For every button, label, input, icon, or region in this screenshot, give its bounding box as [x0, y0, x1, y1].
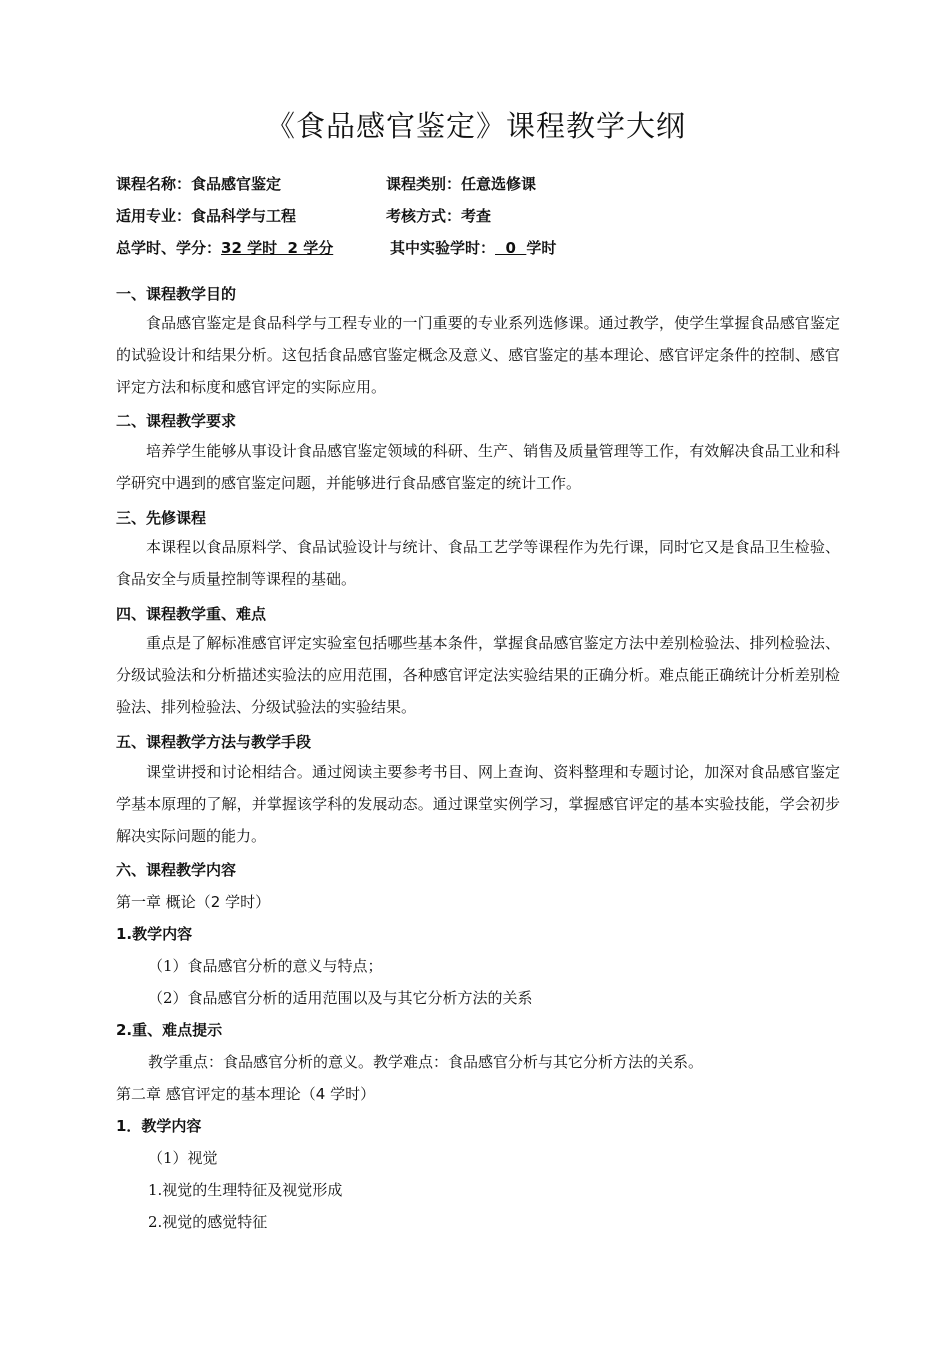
- chapter-2-item-3: 2.视觉的感觉特征: [148, 1213, 268, 1231]
- section-5-text: 课堂讲授和讨论相结合。通过阅读主要参考书目、网上查询、资料整理和专题讨论，加深对食品感官鉴定学基本原理的了解，并掌握该学科的发展动态。通过课堂实例学习，掌握感官评定的基本实验技能，学会初步解决实际问题的能力。: [116, 763, 840, 845]
- assessment-value: 考查: [461, 207, 492, 225]
- lab-hours-unit: 学时: [526, 239, 557, 257]
- meta-assessment: [386, 205, 491, 226]
- section-4-text: 重点是了解标准感官评定实验室包括哪些基本条件，掌握食品感官鉴定方法中差别检验法、排列检验法、分级试验法和分析描述实验法的应用范围，各种感官评定法实验结果的正确分析。难点能正确统计分析差别检验法、排列检验法、分级试验法的实验结果。: [116, 634, 840, 716]
- hours-value: 32 学时 2 学分: [221, 239, 334, 257]
- course-name-label: 课程名称：: [116, 175, 192, 193]
- section-1-text: 食品感官鉴定是食品科学与工程专业的一门重要的专业系列选修课。通过教学，使学生掌握食品感官鉴定的试验设计和结果分析。这包括食品感官鉴定概念及意义、感官鉴定的基本理论、感官评定条件的控制、感官评定方法和标度和感官评定的实际应用。: [116, 314, 840, 396]
- major-value: 食品科学与工程: [191, 207, 297, 225]
- document-title: 《食品感官鉴定》课程教学大纲: [265, 109, 686, 143]
- course-type-value: 任意选修课: [461, 175, 537, 193]
- hours-label: 总学时、学分：: [116, 239, 222, 257]
- section-6-heading: 六、课程教学内容: [116, 861, 237, 879]
- section-2-text: 培养学生能够从事设计食品感官鉴定领域的科研、生产、销售及质量管理等工作，有效解决食品工业和科学研究中遇到的感官鉴定问题，并能够进行食品感官鉴定的统计工作。: [116, 442, 840, 492]
- lab-hours-value: 0: [495, 239, 527, 257]
- chapter-1-content-heading: 1.教学内容: [116, 925, 193, 943]
- course-type-label: 课程类别：: [386, 175, 462, 193]
- section-3-text: 本课程以食品原料学、食品试验设计与统计、食品工艺学等课程作为先行课，同时它又是食品卫生检验、食品安全与质量控制等课程的基础。: [116, 538, 840, 588]
- meta-row-1: [116, 173, 281, 194]
- chapter-2-title: 第二章 感官评定的基本理论（4 学时）: [116, 1085, 376, 1103]
- major-label: 适用专业：: [116, 207, 192, 225]
- section-1-heading: 一、课程教学目的: [116, 285, 237, 303]
- section-2-heading: 二、课程教学要求: [116, 412, 237, 430]
- chapter-1-key-heading: 2.重、难点提示: [116, 1021, 223, 1039]
- section-3-heading: 三、先修课程: [116, 509, 207, 527]
- meta-row-3: [116, 237, 333, 258]
- course-name-value: 食品感官鉴定: [191, 175, 282, 193]
- chapter-1-title: 第一章 概论（2 学时）: [116, 893, 271, 911]
- section-5-heading: 五、课程教学方法与教学手段: [116, 733, 312, 751]
- chapter-2-item-2: 1.视觉的生理特征及视觉形成: [148, 1181, 343, 1199]
- lab-hours-label: 其中实验学时：: [390, 239, 496, 257]
- section-4-heading: 四、课程教学重、难点: [116, 605, 267, 623]
- meta-course-type: [386, 173, 536, 194]
- meta-lab-hours: [390, 237, 556, 258]
- chapter-1-item-2: （2）食品感官分析的适用范围以及与其它分析方法的关系: [148, 989, 533, 1007]
- assessment-label: 考核方式：: [386, 207, 462, 225]
- chapter-1-item-1: （1）食品感官分析的意义与特点；: [148, 957, 383, 975]
- chapter-2-item-1: （1）视觉: [148, 1149, 218, 1167]
- meta-row-2: [116, 205, 296, 226]
- chapter-1-key-text: 教学重点：食品感官分析的意义。教学难点：食品感官分析与其它分析方法的关系。: [148, 1053, 704, 1071]
- chapter-2-content-heading: 1．教学内容: [116, 1117, 202, 1135]
